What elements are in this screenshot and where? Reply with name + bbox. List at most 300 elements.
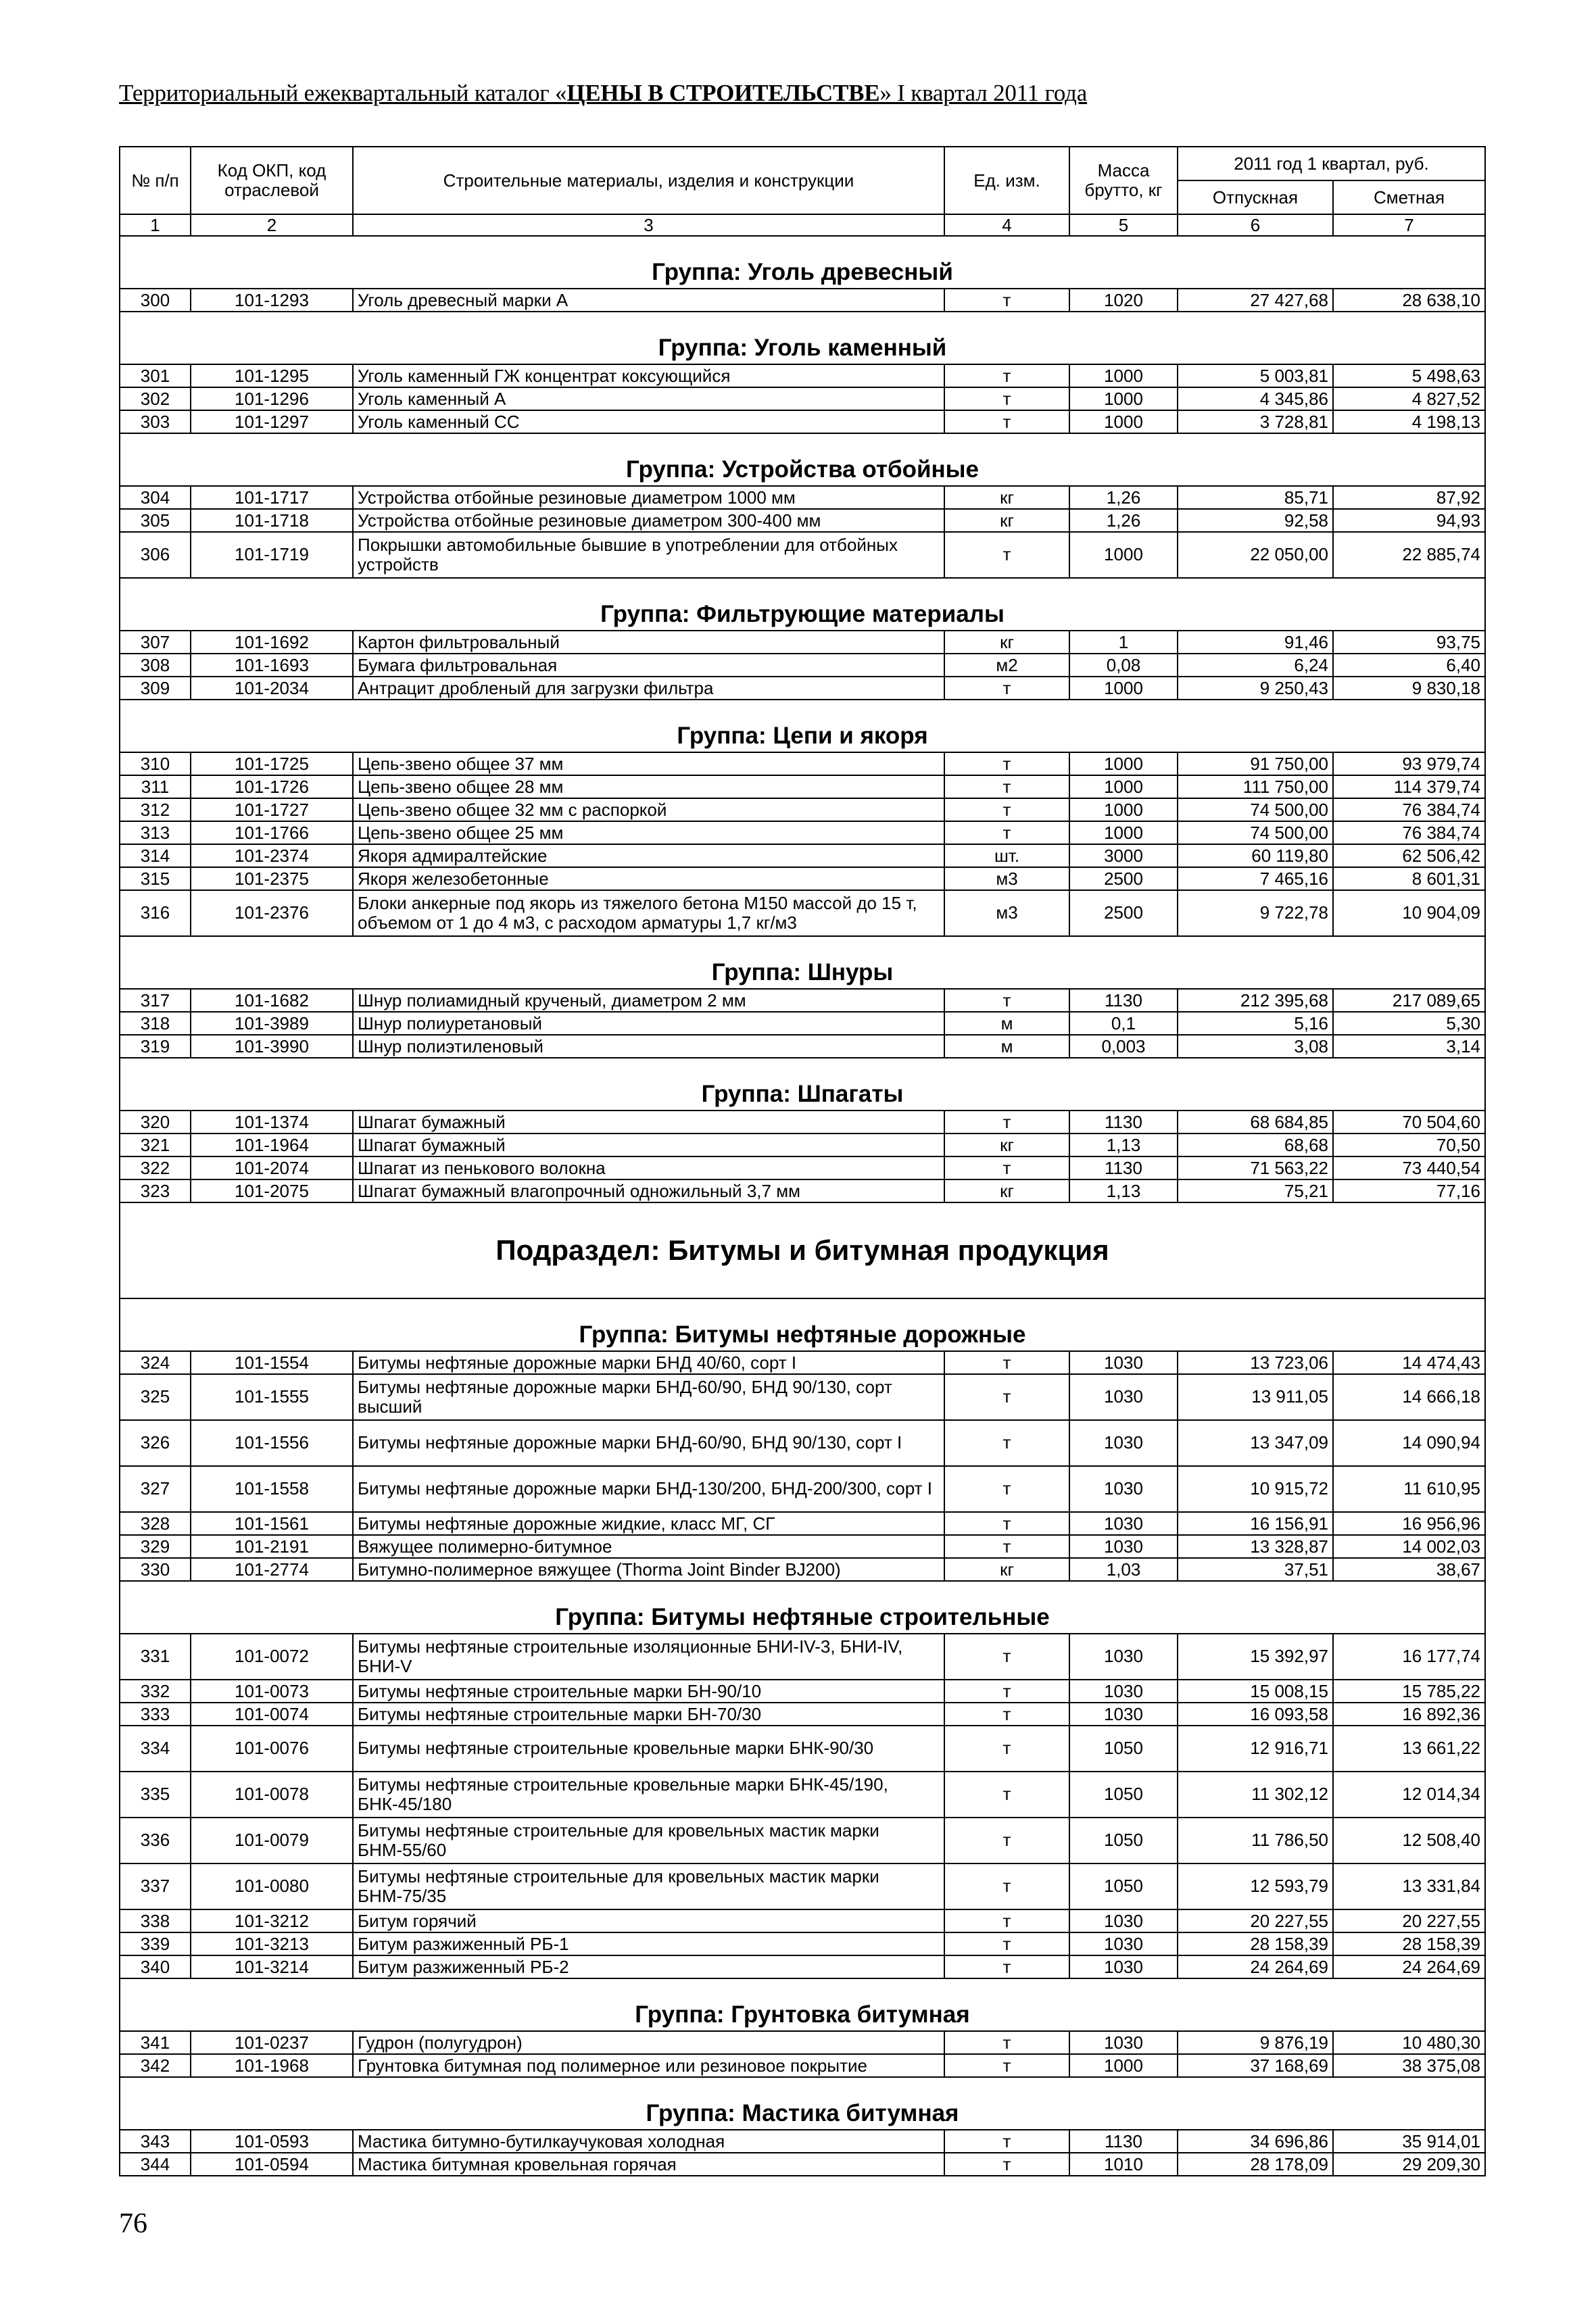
material-name: Битумы нефтяные строительные марки БН-70/30	[353, 1703, 944, 1726]
material-name: Цепь-звено общее 28 мм	[353, 775, 944, 798]
unit-of-measure: кг	[944, 1179, 1069, 1202]
unit-of-measure: м3	[944, 890, 1069, 936]
okp-code: 101-0593	[191, 2130, 353, 2153]
release-price: 16 093,58	[1178, 1703, 1333, 1726]
header-code: Код ОКП, код отраслевой	[191, 147, 353, 214]
table-row	[120, 890, 1485, 936]
unit-of-measure: т	[944, 1156, 1069, 1179]
okp-code: 101-0079	[191, 1818, 353, 1863]
unit-of-measure: кг	[944, 1134, 1069, 1156]
okp-code: 101-0072	[191, 1634, 353, 1680]
okp-code: 101-2075	[191, 1179, 353, 1202]
estimate-price: 73 440,54	[1333, 1156, 1485, 1179]
row-number: 302	[120, 387, 191, 410]
estimate-price: 13 331,84	[1333, 1863, 1485, 1909]
release-price: 212 395,68	[1178, 989, 1333, 1012]
okp-code: 101-1717	[191, 486, 353, 509]
okp-code: 101-1296	[191, 387, 353, 410]
material-name: Битумы нефтяные дорожные марки БНД-60/90, БНД 90/130, сорт высший	[353, 1374, 944, 1420]
row-number: 320	[120, 1111, 191, 1134]
unit-of-measure: м	[944, 1012, 1069, 1035]
estimate-price: 76 384,74	[1333, 821, 1485, 844]
header-estimate-price: Сметная	[1333, 180, 1485, 214]
unit-of-measure: т	[944, 1772, 1069, 1818]
estimate-price: 87,92	[1333, 486, 1485, 509]
row-number: 300	[120, 289, 191, 312]
gross-mass: 1030	[1069, 1374, 1178, 1420]
release-price: 13 911,05	[1178, 1374, 1333, 1420]
material-name: Шпагат бумажный	[353, 1134, 944, 1156]
row-number: 329	[120, 1535, 191, 1558]
unit-of-measure: т	[944, 2153, 1069, 2176]
release-price: 92,58	[1178, 509, 1333, 532]
table-row	[120, 532, 1485, 578]
group-title: Группа: Шнуры	[120, 936, 1485, 989]
row-number: 316	[120, 890, 191, 936]
gross-mass: 1000	[1069, 2054, 1178, 2077]
estimate-price: 93,75	[1333, 631, 1485, 654]
unit-of-measure: кг	[944, 1558, 1069, 1581]
table-row	[120, 1134, 1485, 1156]
group-title: Группа: Устройства отбойные	[120, 433, 1485, 486]
material-name: Устройства отбойные резиновые диаметром 1000 мм	[353, 486, 944, 509]
subsection-title: Подраздел: Битумы и битумная продукция	[120, 1202, 1485, 1298]
estimate-price: 5 498,63	[1333, 364, 1485, 387]
group-heading	[120, 1058, 1485, 1111]
unit-of-measure: т	[944, 532, 1069, 578]
okp-code: 101-3989	[191, 1012, 353, 1035]
estimate-price: 10 904,09	[1333, 890, 1485, 936]
group-title: Группа: Уголь древесный	[120, 236, 1485, 289]
material-name: Шнур полиуретановый	[353, 1012, 944, 1035]
estimate-price: 29 209,30	[1333, 2153, 1485, 2176]
unit-of-measure: т	[944, 989, 1069, 1012]
gross-mass: 1000	[1069, 798, 1178, 821]
estimate-price: 22 885,74	[1333, 532, 1485, 578]
okp-code: 101-1727	[191, 798, 353, 821]
row-number: 313	[120, 821, 191, 844]
release-price: 9 250,43	[1178, 677, 1333, 700]
material-name: Битумы нефтяные дорожные марки БНД 40/60, сорт I	[353, 1351, 944, 1374]
gross-mass: 1030	[1069, 1955, 1178, 1978]
estimate-price: 9 830,18	[1333, 677, 1485, 700]
unit-of-measure: т	[944, 798, 1069, 821]
material-name: Уголь каменный СС	[353, 410, 944, 433]
group-heading	[120, 578, 1485, 631]
gross-mass: 1030	[1069, 1932, 1178, 1955]
release-price: 37,51	[1178, 1558, 1333, 1581]
unit-of-measure: т	[944, 775, 1069, 798]
release-price: 13 723,06	[1178, 1351, 1333, 1374]
gross-mass: 1,03	[1069, 1558, 1178, 1581]
okp-code: 101-1682	[191, 989, 353, 1012]
release-price: 3,08	[1178, 1035, 1333, 1058]
okp-code: 101-2375	[191, 867, 353, 890]
okp-code: 101-1726	[191, 775, 353, 798]
column-number: 7	[1333, 214, 1485, 236]
table-row	[120, 752, 1485, 775]
table-row	[120, 1558, 1485, 1581]
row-number: 341	[120, 2031, 191, 2054]
release-price: 111 750,00	[1178, 775, 1333, 798]
estimate-price: 114 379,74	[1333, 775, 1485, 798]
group-heading	[120, 1298, 1485, 1351]
okp-code: 101-3213	[191, 1932, 353, 1955]
table-row	[120, 1535, 1485, 1558]
header-unit: Ед. изм.	[944, 147, 1069, 214]
table-row	[120, 798, 1485, 821]
column-number-row	[120, 214, 1485, 236]
okp-code: 101-1555	[191, 1374, 353, 1420]
estimate-price: 6,40	[1333, 654, 1485, 677]
release-price: 91 750,00	[1178, 752, 1333, 775]
row-number: 305	[120, 509, 191, 532]
gross-mass: 1010	[1069, 2153, 1178, 2176]
estimate-price: 20 227,55	[1333, 1909, 1485, 1932]
unit-of-measure: т	[944, 1680, 1069, 1703]
table-row	[120, 775, 1485, 798]
gross-mass: 1030	[1069, 1703, 1178, 1726]
column-number: 3	[353, 214, 944, 236]
estimate-price: 14 666,18	[1333, 1374, 1485, 1420]
group-title: Группа: Фильтрующие материалы	[120, 578, 1485, 631]
material-name: Битум разжиженный РБ-1	[353, 1932, 944, 1955]
table-row	[120, 844, 1485, 867]
gross-mass: 1000	[1069, 677, 1178, 700]
okp-code: 101-1719	[191, 532, 353, 578]
row-number: 319	[120, 1035, 191, 1058]
release-price: 91,46	[1178, 631, 1333, 654]
release-price: 11 302,12	[1178, 1772, 1333, 1818]
gross-mass: 1030	[1069, 1634, 1178, 1680]
okp-code: 101-1374	[191, 1111, 353, 1134]
estimate-price: 13 661,22	[1333, 1726, 1485, 1772]
row-number: 311	[120, 775, 191, 798]
gross-mass: 2500	[1069, 890, 1178, 936]
okp-code: 101-1725	[191, 752, 353, 775]
estimate-price: 93 979,74	[1333, 752, 1485, 775]
material-name: Уголь древесный марки А	[353, 289, 944, 312]
group-heading	[120, 1978, 1485, 2031]
material-name: Блоки анкерные под якорь из тяжелого бетона М150 массой до 15 т, объемом от 1 до 4 м3, с расходом арматуры 1,7 кг/м3	[353, 890, 944, 936]
table-row	[120, 1955, 1485, 1978]
release-price: 12 916,71	[1178, 1726, 1333, 1772]
gross-mass: 1000	[1069, 821, 1178, 844]
release-price: 9 722,78	[1178, 890, 1333, 936]
unit-of-measure: т	[944, 1955, 1069, 1978]
release-price: 15 392,97	[1178, 1634, 1333, 1680]
row-number: 323	[120, 1179, 191, 1202]
estimate-price: 70,50	[1333, 1134, 1485, 1156]
estimate-price: 24 264,69	[1333, 1955, 1485, 1978]
okp-code: 101-1692	[191, 631, 353, 654]
row-number: 333	[120, 1703, 191, 1726]
okp-code: 101-1297	[191, 410, 353, 433]
header-name: Строительные материалы, изделия и конструкции	[353, 147, 944, 214]
gross-mass: 0,003	[1069, 1035, 1178, 1058]
table-row	[120, 387, 1485, 410]
material-name: Цепь-звено общее 37 мм	[353, 752, 944, 775]
okp-code: 101-0594	[191, 2153, 353, 2176]
row-number: 336	[120, 1818, 191, 1863]
gross-mass: 1030	[1069, 1512, 1178, 1535]
row-number: 328	[120, 1512, 191, 1535]
gross-mass: 1030	[1069, 1680, 1178, 1703]
material-name: Покрышки автомобильные бывшие в употреблении для отбойных устройств	[353, 532, 944, 578]
page-number: 76	[119, 2208, 147, 2239]
material-name: Мастика битумная кровельная горячая	[353, 2153, 944, 2176]
table-row	[120, 1111, 1485, 1134]
okp-code: 101-0080	[191, 1863, 353, 1909]
material-name: Битумы нефтяные дорожные жидкие, класс МГ, СГ	[353, 1512, 944, 1535]
release-price: 74 500,00	[1178, 798, 1333, 821]
table-row	[120, 1035, 1485, 1058]
row-number: 340	[120, 1955, 191, 1978]
unit-of-measure: т	[944, 1535, 1069, 1558]
release-price: 9 876,19	[1178, 2031, 1333, 2054]
table-row	[120, 1703, 1485, 1726]
release-price: 74 500,00	[1178, 821, 1333, 844]
release-price: 15 008,15	[1178, 1680, 1333, 1703]
okp-code: 101-2374	[191, 844, 353, 867]
row-number: 322	[120, 1156, 191, 1179]
table-row	[120, 1012, 1485, 1035]
row-number: 301	[120, 364, 191, 387]
unit-of-measure: шт.	[944, 844, 1069, 867]
row-number: 315	[120, 867, 191, 890]
unit-of-measure: т	[944, 387, 1069, 410]
table-row	[120, 1420, 1485, 1466]
gross-mass: 1000	[1069, 387, 1178, 410]
estimate-price: 3,14	[1333, 1035, 1485, 1058]
row-number: 327	[120, 1466, 191, 1512]
table-row	[120, 1634, 1485, 1680]
gross-mass: 1050	[1069, 1726, 1178, 1772]
estimate-price: 11 610,95	[1333, 1466, 1485, 1512]
table-row	[120, 2153, 1485, 2176]
unit-of-measure: т	[944, 2031, 1069, 2054]
gross-mass: 0,1	[1069, 1012, 1178, 1035]
unit-of-measure: т	[944, 1512, 1069, 1535]
release-price: 4 345,86	[1178, 387, 1333, 410]
material-name: Бумага фильтровальная	[353, 654, 944, 677]
release-price: 13 347,09	[1178, 1420, 1333, 1466]
release-price: 6,24	[1178, 654, 1333, 677]
release-price: 5 003,81	[1178, 364, 1333, 387]
header-period: 2011 год 1 квартал, руб.	[1178, 147, 1485, 180]
table-row	[120, 2054, 1485, 2077]
gross-mass: 1030	[1069, 1535, 1178, 1558]
estimate-price: 16 177,74	[1333, 1634, 1485, 1680]
material-name: Шнур полиэтиленовый	[353, 1035, 944, 1058]
table-row	[120, 1374, 1485, 1420]
material-name: Битумы нефтяные дорожные марки БНД-130/200, БНД-200/300, сорт I	[353, 1466, 944, 1512]
table-body	[120, 236, 1485, 2176]
estimate-price: 70 504,60	[1333, 1111, 1485, 1134]
table-row	[120, 1772, 1485, 1818]
gross-mass: 1130	[1069, 989, 1178, 1012]
table-row	[120, 1932, 1485, 1955]
unit-of-measure: т	[944, 1863, 1069, 1909]
material-name: Битум горячий	[353, 1909, 944, 1932]
estimate-price: 38 375,08	[1333, 2054, 1485, 2077]
header-no: № п/п	[120, 147, 191, 214]
gross-mass: 1050	[1069, 1863, 1178, 1909]
release-price: 20 227,55	[1178, 1909, 1333, 1932]
table-row	[120, 2130, 1485, 2153]
okp-code: 101-1558	[191, 1466, 353, 1512]
estimate-price: 15 785,22	[1333, 1680, 1485, 1703]
column-number: 5	[1069, 214, 1178, 236]
material-name: Битумы нефтяные строительные кровельные марки БНК-45/190, БНК-45/180	[353, 1772, 944, 1818]
release-price: 12 593,79	[1178, 1863, 1333, 1909]
gross-mass: 1,13	[1069, 1134, 1178, 1156]
row-number: 337	[120, 1863, 191, 1909]
release-price: 68 684,85	[1178, 1111, 1333, 1134]
gross-mass: 1,13	[1069, 1179, 1178, 1202]
release-price: 27 427,68	[1178, 289, 1333, 312]
unit-of-measure: т	[944, 1818, 1069, 1863]
estimate-price: 14 474,43	[1333, 1351, 1485, 1374]
estimate-price: 16 956,96	[1333, 1512, 1485, 1535]
unit-of-measure: т	[944, 821, 1069, 844]
table-row	[120, 289, 1485, 312]
group-title: Группа: Битумы нефтяные строительные	[120, 1581, 1485, 1634]
okp-code: 101-0074	[191, 1703, 353, 1726]
row-number: 324	[120, 1351, 191, 1374]
estimate-price: 217 089,65	[1333, 989, 1485, 1012]
group-heading	[120, 236, 1485, 289]
table-row	[120, 677, 1485, 700]
gross-mass: 1030	[1069, 1466, 1178, 1512]
gross-mass: 1130	[1069, 1156, 1178, 1179]
gross-mass: 1050	[1069, 1772, 1178, 1818]
table-row	[120, 1156, 1485, 1179]
price-catalog-table	[119, 146, 1486, 2176]
table-row	[120, 867, 1485, 890]
okp-code: 101-2074	[191, 1156, 353, 1179]
row-number: 339	[120, 1932, 191, 1955]
unit-of-measure: кг	[944, 509, 1069, 532]
okp-code: 101-2034	[191, 677, 353, 700]
row-number: 309	[120, 677, 191, 700]
release-price: 16 156,91	[1178, 1512, 1333, 1535]
unit-of-measure: м2	[944, 654, 1069, 677]
row-number: 312	[120, 798, 191, 821]
material-name: Якоря железобетонные	[353, 867, 944, 890]
unit-of-measure: т	[944, 1466, 1069, 1512]
group-heading	[120, 2077, 1485, 2130]
row-number: 338	[120, 1909, 191, 1932]
material-name: Битумы нефтяные строительные для кровельных мастик марки БНМ-55/60	[353, 1818, 944, 1863]
unit-of-measure: т	[944, 364, 1069, 387]
estimate-price: 28 158,39	[1333, 1932, 1485, 1955]
material-name: Якоря адмиралтейские	[353, 844, 944, 867]
group-title: Группа: Шпагаты	[120, 1058, 1485, 1111]
table-row	[120, 1726, 1485, 1772]
unit-of-measure: кг	[944, 486, 1069, 509]
gross-mass: 2500	[1069, 867, 1178, 890]
estimate-price: 10 480,30	[1333, 2031, 1485, 2054]
release-price: 3 728,81	[1178, 410, 1333, 433]
estimate-price: 14 090,94	[1333, 1420, 1485, 1466]
group-title: Группа: Цепи и якоря	[120, 700, 1485, 752]
okp-code: 101-3990	[191, 1035, 353, 1058]
estimate-price: 94,93	[1333, 509, 1485, 532]
group-heading	[120, 312, 1485, 364]
gross-mass: 0,08	[1069, 654, 1178, 677]
unit-of-measure: т	[944, 1726, 1069, 1772]
gross-mass: 1130	[1069, 2130, 1178, 2153]
gross-mass: 1130	[1069, 1111, 1178, 1134]
group-title: Группа: Мастика битумная	[120, 2077, 1485, 2130]
group-title: Группа: Уголь каменный	[120, 312, 1485, 364]
okp-code: 101-1718	[191, 509, 353, 532]
group-title: Группа: Грунтовка битумная	[120, 1978, 1485, 2031]
material-name: Битум разжиженный РБ-2	[353, 1955, 944, 1978]
group-heading	[120, 1581, 1485, 1634]
release-price: 22 050,00	[1178, 532, 1333, 578]
table-row	[120, 1466, 1485, 1512]
material-name: Шнур полиамидный крученый, диаметром 2 мм	[353, 989, 944, 1012]
table-row	[120, 509, 1485, 532]
unit-of-measure: т	[944, 2054, 1069, 2077]
gross-mass: 1030	[1069, 1420, 1178, 1466]
page-header	[119, 80, 1087, 107]
release-price: 75,21	[1178, 1179, 1333, 1202]
unit-of-measure: т	[944, 1420, 1069, 1466]
estimate-price: 8 601,31	[1333, 867, 1485, 890]
group-heading	[120, 700, 1485, 752]
table-row	[120, 821, 1485, 844]
release-price: 7 465,16	[1178, 867, 1333, 890]
table-row	[120, 1512, 1485, 1535]
material-name: Цепь-звено общее 32 мм с распоркой	[353, 798, 944, 821]
row-number: 331	[120, 1634, 191, 1680]
okp-code: 101-1554	[191, 1351, 353, 1374]
okp-code: 101-2774	[191, 1558, 353, 1581]
row-number: 303	[120, 410, 191, 433]
estimate-price: 77,16	[1333, 1179, 1485, 1202]
header-title: ЦЕНЫ В СТРОИТЕЛЬСТВЕ	[566, 80, 880, 106]
row-number: 314	[120, 844, 191, 867]
okp-code: 101-1561	[191, 1512, 353, 1535]
release-price: 37 168,69	[1178, 2054, 1333, 2077]
estimate-price: 16 892,36	[1333, 1703, 1485, 1726]
row-number: 343	[120, 2130, 191, 2153]
gross-mass: 1030	[1069, 1909, 1178, 1932]
unit-of-measure: т	[944, 752, 1069, 775]
column-number: 2	[191, 214, 353, 236]
group-title: Группа: Битумы нефтяные дорожные	[120, 1298, 1485, 1351]
estimate-price: 62 506,42	[1333, 844, 1485, 867]
okp-code: 101-0078	[191, 1772, 353, 1818]
okp-code: 101-2191	[191, 1535, 353, 1558]
material-name: Уголь каменный А	[353, 387, 944, 410]
row-number: 304	[120, 486, 191, 509]
table-header	[120, 147, 1485, 236]
estimate-price: 35 914,01	[1333, 2130, 1485, 2153]
material-name: Антрацит дробленый для загрузки фильтра	[353, 677, 944, 700]
gross-mass: 1030	[1069, 2031, 1178, 2054]
release-price: 28 178,09	[1178, 2153, 1333, 2176]
okp-code: 101-1766	[191, 821, 353, 844]
gross-mass: 1020	[1069, 289, 1178, 312]
release-price: 24 264,69	[1178, 1955, 1333, 1978]
material-name: Битумно-полимерное вяжущее (Thorma Joint Binder BJ200)	[353, 1558, 944, 1581]
release-price: 13 328,87	[1178, 1535, 1333, 1558]
release-price: 11 786,50	[1178, 1818, 1333, 1863]
